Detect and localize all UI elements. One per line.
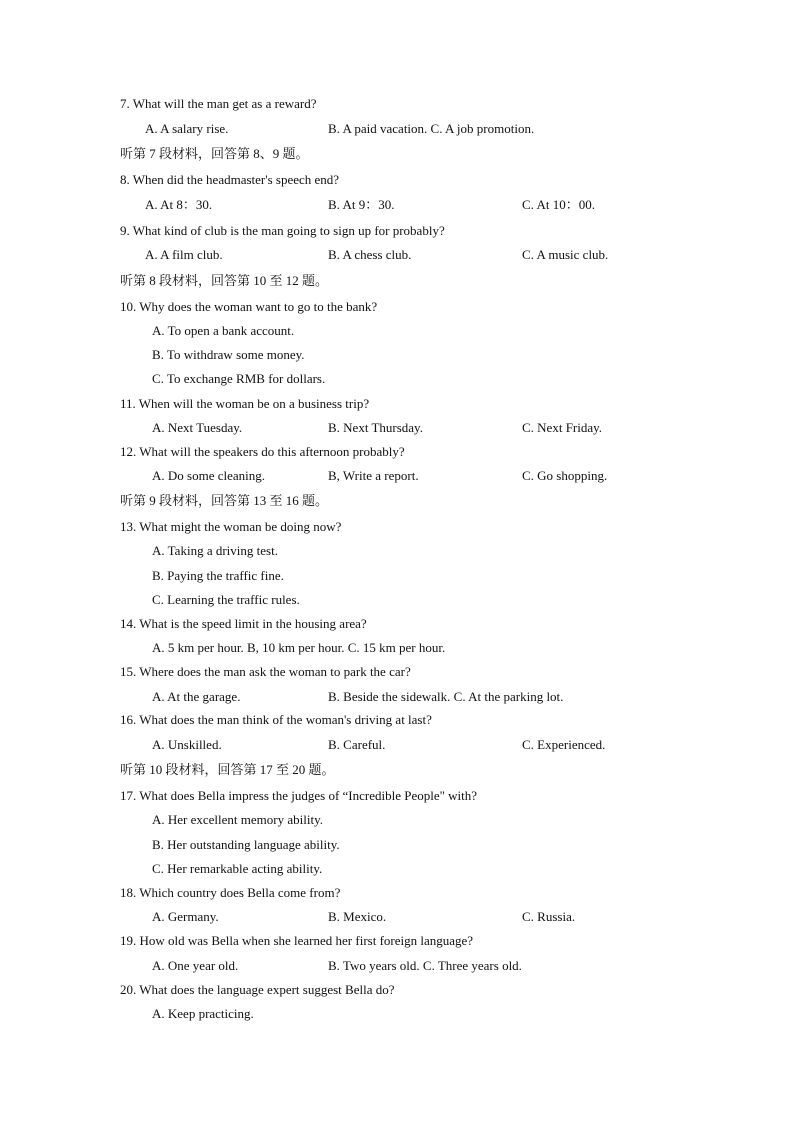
option-10a: A. To open a bank account. [152, 323, 295, 338]
option-18a: A. Germany. [152, 909, 219, 924]
option-17b: B. Her outstanding language ability. [152, 837, 340, 852]
option-8c: C. At 10：00. [522, 197, 595, 212]
section-heading-8: 听第 8 段材料，回答第 10 至 12 题。 [120, 273, 329, 288]
option-14abc: A. 5 km per hour. B, 10 km per hour. C. 15 km per hour. [152, 640, 446, 655]
option-11b: B. Next Thursday. [328, 420, 423, 435]
option-15a: A. At the garage. [152, 689, 241, 704]
option-7a: A. A salary rise. [145, 121, 229, 136]
option-7bc: B. A paid vacation. C. A job promotion. [328, 121, 535, 136]
option-10b: B. To withdraw some money. [152, 347, 305, 362]
question-12: 12. What will the speakers do this afternoon probably? [120, 444, 405, 459]
question-20: 20. What does the language expert suggest Bella do? [120, 982, 395, 997]
option-19a: A. One year old. [152, 958, 239, 973]
question-14: 14. What is the speed limit in the housing area? [120, 616, 367, 631]
section-heading-7: 听第 7 段材料，回答第 8、9 题。 [120, 146, 309, 161]
option-13c: C. Learning the traffic rules. [152, 592, 300, 607]
option-17c: C. Her remarkable acting ability. [152, 861, 323, 876]
option-11c: C. Next Friday. [522, 420, 603, 435]
option-12a: A. Do some cleaning. [152, 468, 266, 483]
option-12c: C. Go shopping. [522, 468, 608, 483]
question-13: 13. What might the woman be doing now? [120, 519, 342, 534]
option-8a: A. At 8：30. [145, 197, 213, 212]
option-13a: A. Taking a driving test. [152, 543, 278, 558]
question-8: 8. When did the headmaster's speech end? [120, 172, 340, 187]
question-19: 19. How old was Bella when she learned her first foreign language? [120, 933, 474, 948]
option-10c: C. To exchange RMB for dollars. [152, 371, 326, 386]
option-16c: C. Experienced. [522, 737, 606, 752]
section-heading-9: 听第 9 段材料，回答第 13 至 16 题。 [120, 493, 329, 508]
question-18: 18. Which country does Bella come from? [120, 885, 341, 900]
question-10: 10. Why does the woman want to go to the bank? [120, 299, 378, 314]
option-13b: B. Paying the traffic fine. [152, 568, 284, 583]
option-12b: B, Write a report. [328, 468, 419, 483]
option-9c: C. A music club. [522, 247, 609, 262]
option-9b: B. A chess club. [328, 247, 412, 262]
option-9a: A. A film club. [145, 247, 223, 262]
option-18c: C. Russia. [522, 909, 576, 924]
question-15: 15. Where does the man ask the woman to park the car? [120, 664, 411, 679]
option-17a: A. Her excellent memory ability. [152, 812, 323, 827]
section-heading-10: 听第 10 段材料，回答第 17 至 20 题。 [120, 762, 335, 777]
question-11: 11. When will the woman be on a business trip? [120, 396, 370, 411]
question-17: 17. What does Bella impress the judges of “Incredible People" with? [120, 788, 478, 803]
option-15bc: B. Beside the sidewalk. C. At the parking lot. [328, 689, 564, 704]
question-7: 7. What will the man get as a reward? [120, 96, 317, 111]
option-19bc: B. Two years old. C. Three years old. [328, 958, 522, 973]
option-20a: A. Keep practicing. [152, 1006, 254, 1021]
option-11a: A. Next Tuesday. [152, 420, 243, 435]
option-16a: A. Unskilled. [152, 737, 222, 752]
option-16b: B. Careful. [328, 737, 386, 752]
question-16: 16. What does the man think of the woman's driving at last? [120, 712, 432, 727]
option-8b: B. At 9：30. [328, 197, 395, 212]
question-9: 9. What kind of club is the man going to sign up for probably? [120, 223, 445, 238]
option-18b: B. Mexico. [328, 909, 387, 924]
